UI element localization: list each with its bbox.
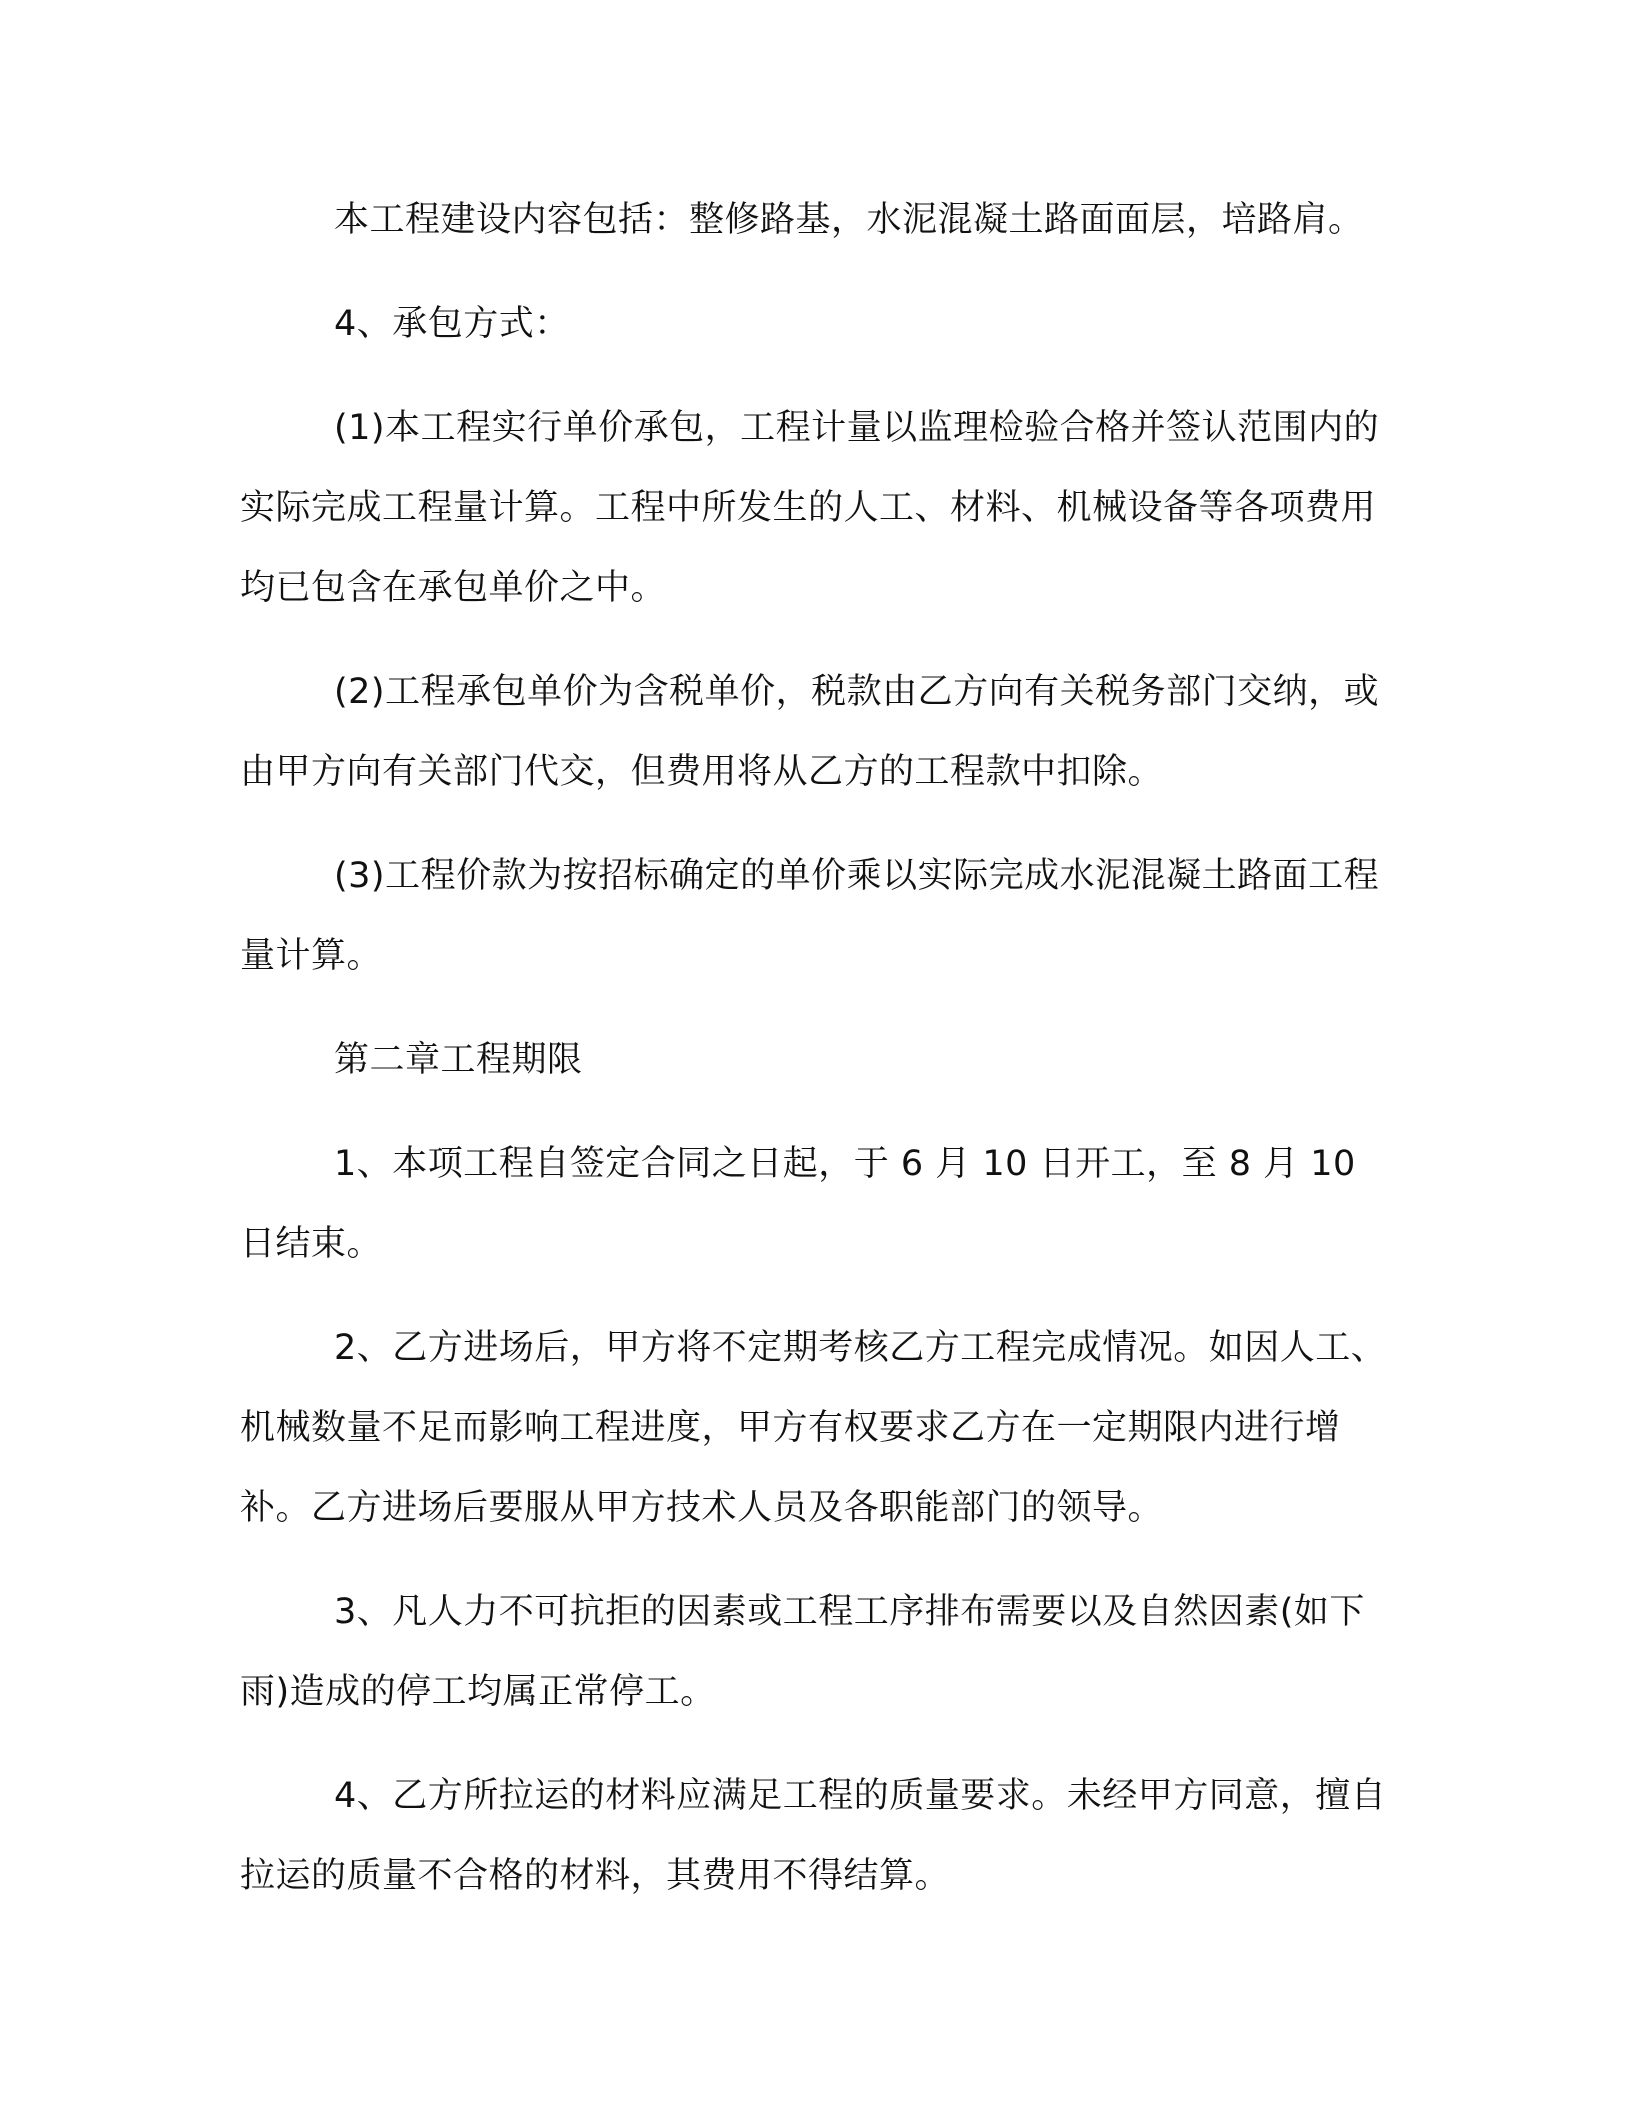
paragraph-unit-price-contract: (1)本工程实行单价承包，工程计量以监理检验合格并签认范围内的实际完成工程量计算。工程中所发生的人工、材料、机械设备等各项费用均已包含在承包单价之中。 bbox=[240, 408, 1380, 608]
document-page bbox=[240, 180, 1390, 1916]
paragraph-normal-stoppage: 3、凡人力不可抗拒的因素或工程工序排布需要以及自然因素(如下雨)造成的停工均属正常停工。 bbox=[240, 1592, 1365, 1712]
paragraph-material-quality: 4、乙方所拉运的材料应满足工程的质量要求。未经甲方同意，擅自拉运的质量不合格的材料，其费用不得结算。 bbox=[240, 1776, 1387, 1896]
paragraph-price-calculation: (3)工程价款为按招标确定的单价乘以实际完成水泥混凝土路面工程量计算。 bbox=[240, 856, 1380, 976]
paragraph-contract-method-heading: 4、承包方式： bbox=[334, 304, 570, 344]
paragraph-schedule: 1、本项工程自签定合同之日起，于 6 月 10 日开工，至 8 月 10 日结束。 bbox=[240, 1144, 1356, 1264]
paragraph-scope: 本工程建设内容包括：整修路基，水泥混凝土路面面层，培路肩。 bbox=[334, 200, 1364, 240]
chapter-heading: 第二章工程期限 bbox=[334, 1040, 583, 1080]
paragraph-tax-inclusive-price: (2)工程承包单价为含税单价，税款由乙方向有关税务部门交纳，或由甲方向有关部门代交，但费用将从乙方的工程款中扣除。 bbox=[240, 672, 1380, 792]
paragraph-progress-review: 2、乙方进场后，甲方将不定期考核乙方工程完成情况。如因人工、机械数量不足而影响工程进度，甲方有权要求乙方在一定期限内进行增补。乙方进场后要服从甲方技术人员及各职能部门的领导。 bbox=[240, 1328, 1387, 1528]
